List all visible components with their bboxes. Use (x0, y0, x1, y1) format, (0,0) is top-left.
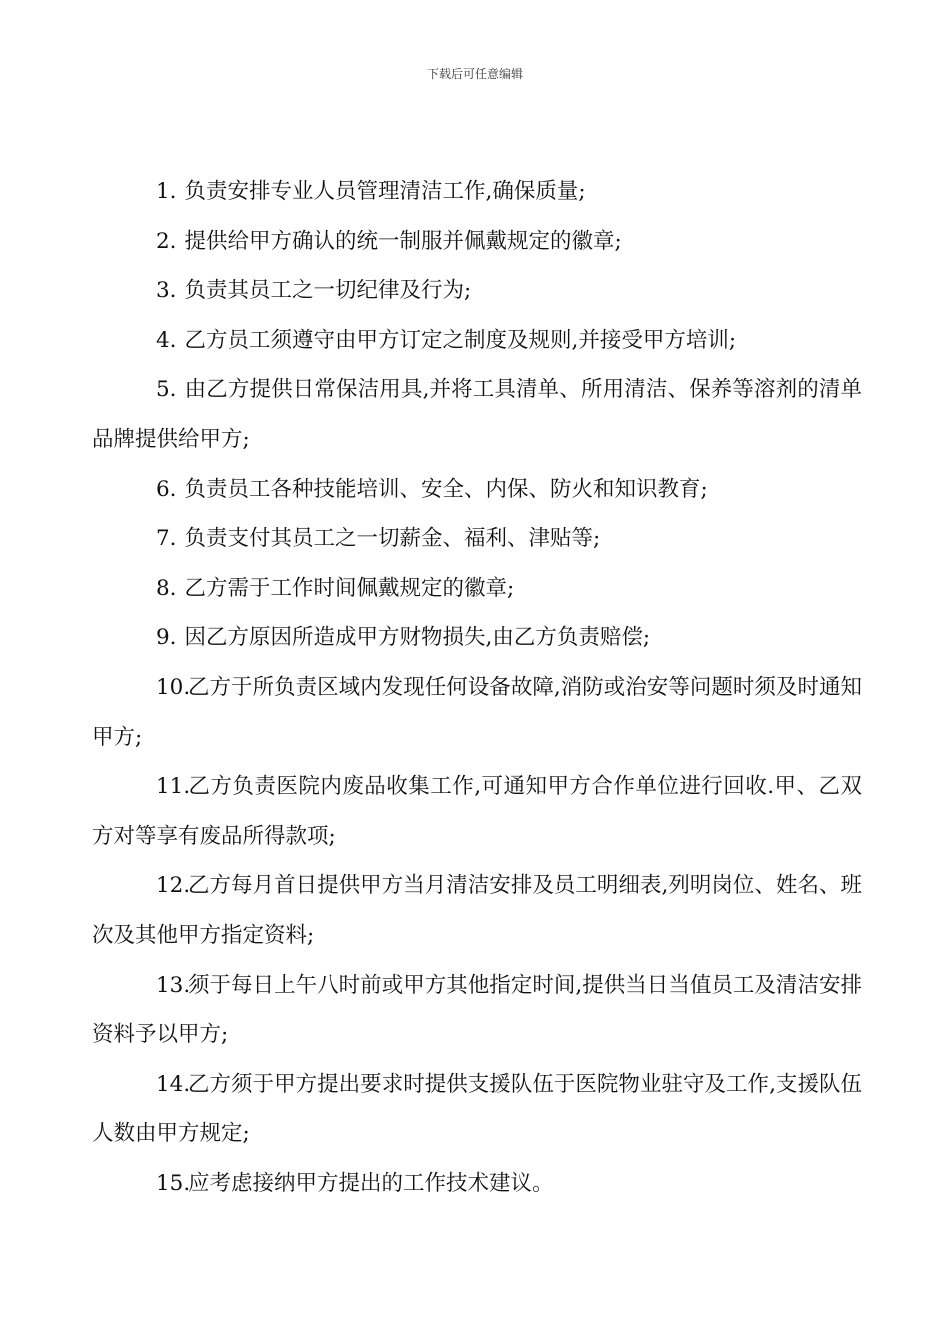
item-text: 须于每日上午八时前或甲方其他指定时间,提供当日当值员工及清洁安排资料予以甲方; (92, 972, 862, 1048)
item-number: 7. (156, 526, 177, 552)
list-item (92, 961, 862, 1060)
page-header: 下载后可任意编辑 (426, 67, 523, 81)
item-number: 10. (156, 674, 191, 700)
list-item (92, 217, 862, 267)
list-item (92, 167, 862, 217)
item-text: 乙方于所负责区域内发现任何设备故障,消防或治安等问题时须及时通知甲方; (92, 674, 862, 750)
item-number: 12. (156, 873, 191, 899)
item-number: 14. (156, 1071, 191, 1097)
list-item (92, 564, 862, 614)
item-text: 负责员工各种技能培训、安全、内保、防火和知识教育; (184, 476, 708, 502)
list-item (92, 514, 862, 564)
item-number: 11. (156, 774, 191, 800)
list-item (92, 613, 862, 663)
document-body (92, 167, 862, 1208)
item-text: 因乙方原因所造成甲方财物损失,由乙方负责赔偿; (184, 625, 651, 651)
item-number: 15. (156, 1170, 191, 1196)
item-text: 负责其员工之一切纪律及行为; (184, 278, 472, 304)
item-number: 6. (156, 476, 177, 502)
item-text: 提供给甲方确认的统一制服并佩戴规定的徽章; (184, 228, 622, 254)
list-item (92, 762, 862, 861)
list-item (92, 1060, 862, 1159)
item-number: 5. (156, 377, 177, 403)
list-item (92, 465, 862, 515)
item-text: 应考虑接纳甲方提出的工作技术建议。 (188, 1170, 554, 1196)
item-number: 2. (156, 228, 177, 254)
list-item (92, 316, 862, 366)
item-number: 9. (156, 625, 177, 651)
list-item (92, 266, 862, 316)
item-text: 负责安排专业人员管理清洁工作,确保质量; (184, 179, 586, 204)
item-number: 3. (156, 278, 177, 304)
item-text: 乙方需于工作时间佩戴规定的徽章; (184, 575, 515, 601)
list-item (92, 365, 862, 464)
item-number: 1. (156, 179, 177, 204)
item-text: 乙方员工须遵守由甲方订定之制度及规则,并接受甲方培训; (184, 327, 737, 353)
item-text: 乙方每月首日提供甲方当月清洁安排及员工明细表,列明岗位、姓名、班次及其他甲方指定资料; (92, 873, 862, 948)
item-text: 乙方须于甲方提出要求时提供支援队伍于医院物业驻守及工作,支援队伍人数由甲方规定; (92, 1071, 862, 1147)
item-number: 4. (156, 327, 177, 353)
list-item (92, 861, 862, 960)
list-item (92, 663, 862, 762)
item-text: 乙方负责医院内废品收集工作,可通知甲方合作单位进行回收.甲、乙双方对等享有废品所得款项; (92, 774, 862, 849)
list-item (92, 1159, 862, 1209)
item-number: 8. (156, 575, 177, 601)
item-text: 由乙方提供日常保洁用具,并将工具清单、所用清洁、保养等溶剂的清单品牌提供给甲方; (92, 377, 862, 452)
item-number: 13. (156, 972, 191, 998)
item-text: 负责支付其员工之一切薪金、福利、津贴等; (184, 526, 601, 552)
